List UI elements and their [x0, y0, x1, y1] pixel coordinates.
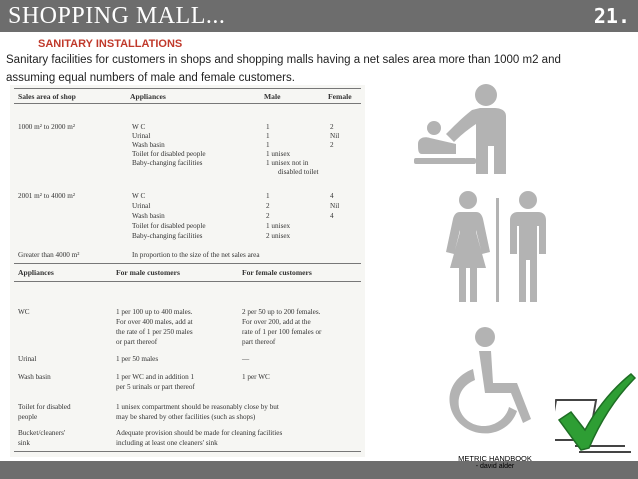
row-label-disabled: Toilet for disabled — [18, 403, 71, 411]
male-cell: the rate of 1 per 250 males — [116, 328, 193, 336]
table-rule — [14, 451, 361, 452]
area-group-2: 2001 m² to 4000 m² — [18, 192, 76, 200]
row-label-bucket: Bucket/cleaners' — [18, 429, 66, 437]
male-cell: 2 unisex — [266, 232, 291, 240]
male-cell: 1 unisex — [266, 150, 291, 158]
col-header-male-customers: For male customers — [116, 268, 180, 277]
male-cell: 1 unisex — [266, 222, 291, 230]
span-cell: Adequate provision should be made for cleaning facilities — [116, 429, 283, 437]
male-cell: 2 — [266, 212, 270, 220]
male-cell: 1 — [266, 123, 270, 131]
appliance-cell: Toilet for disabled people — [132, 222, 206, 230]
appliance-cell: Wash basin — [132, 141, 165, 149]
col-header-area: Sales area of shop — [18, 92, 76, 101]
female-cell: 2 — [330, 141, 334, 149]
restroom-icon — [440, 190, 555, 305]
male-cell: 1 — [266, 192, 270, 200]
proportion-cell: In proportion to the size of the net sales area — [132, 251, 260, 259]
col-header-appliances: Appliances — [130, 92, 166, 101]
section-subtitle: SANITARY INSTALLATIONS — [38, 38, 183, 50]
row-label-bucket: sink — [18, 439, 30, 447]
male-cell: For over 400 males, add at — [116, 318, 193, 326]
male-cell: 1 — [266, 141, 270, 149]
female-cell: 2 — [330, 123, 334, 131]
female-cell: Nil — [330, 202, 340, 210]
col-header-female: Female — [328, 92, 352, 101]
credit-line-1: METRIC HANDBOOK — [458, 454, 532, 463]
row-label-disabled: people — [18, 413, 38, 421]
sanitary-table-scan — [10, 85, 365, 457]
appliance-cell: Baby-changing facilities — [132, 159, 203, 167]
female-cell: Nil — [330, 132, 340, 140]
row-label-urinal: Urinal — [18, 355, 37, 363]
female-cell: 2 per 50 up to 200 females. — [242, 308, 321, 316]
male-cell: 1 per 50 males — [116, 355, 159, 363]
span-cell: including at least one cleaners' sink — [116, 439, 218, 447]
baby-changing-icon — [412, 82, 522, 177]
source-credit — [445, 454, 545, 470]
female-cell: 4 — [330, 192, 334, 200]
female-cell: part thereof — [242, 338, 276, 346]
appliance-cell: W C — [132, 123, 146, 131]
row-label-wc: WC — [18, 308, 30, 316]
appliance-cell: Wash basin — [132, 212, 165, 220]
col-header-female-customers: For female customers — [242, 268, 312, 277]
col-header-male: Male — [264, 92, 281, 101]
female-cell: rate of 1 per 100 females or — [242, 328, 322, 336]
intro-paragraph: Sanitary facilities for customers in shops and shopping malls having a net sales area more than 1000 m2 and assuming equal numbers of male and female customers. — [6, 54, 561, 84]
span-cell: may be shared by other facilities (such as shops) — [116, 413, 256, 421]
page-number: 21. — [593, 4, 630, 28]
credit-line-2: - david alder — [475, 463, 515, 470]
female-cell: For over 200, add at the — [242, 318, 311, 326]
appliance-cell: W C — [132, 192, 146, 200]
slide-header — [0, 0, 638, 32]
area-group-1: 1000 m² to 2000 m² — [18, 123, 76, 131]
area-group-3: Greater than 4000 m² — [18, 251, 80, 259]
table-rule — [14, 281, 361, 282]
female-cell: 4 — [330, 212, 334, 220]
table-rule — [14, 88, 361, 89]
male-cell: 2 — [266, 202, 270, 210]
male-cell: 1 per WC and in addition 1 — [116, 373, 195, 381]
appliance-cell: Toilet for disabled people — [132, 150, 206, 158]
checkmark-icon — [555, 372, 637, 458]
female-cell: 1 per WC — [242, 373, 270, 381]
female-cell: — — [242, 355, 250, 363]
male-cell: per 5 urinals or part thereof — [116, 383, 195, 391]
male-cell: 1 unisex not in — [266, 159, 309, 167]
slide-title: SHOPPING MALL... — [8, 3, 226, 29]
table-rule — [14, 263, 361, 264]
wheelchair-icon — [445, 325, 555, 435]
male-cell: or part thereof — [116, 338, 158, 346]
span-cell: 1 unisex compartment should be reasonably close by but — [116, 403, 279, 411]
note-cell: disabled toilet — [278, 168, 319, 176]
appliance-cell: Urinal — [132, 132, 151, 140]
row-label-wash-basin: Wash basin — [18, 373, 51, 381]
table-rule — [14, 103, 361, 104]
appliance-cell: Baby-changing facilities — [132, 232, 203, 240]
appliance-cell: Urinal — [132, 202, 151, 210]
male-cell: 1 — [266, 132, 270, 140]
male-cell: 1 per 100 up to 400 males. — [116, 308, 193, 316]
col-header-appliances-2: Appliances — [18, 268, 54, 277]
